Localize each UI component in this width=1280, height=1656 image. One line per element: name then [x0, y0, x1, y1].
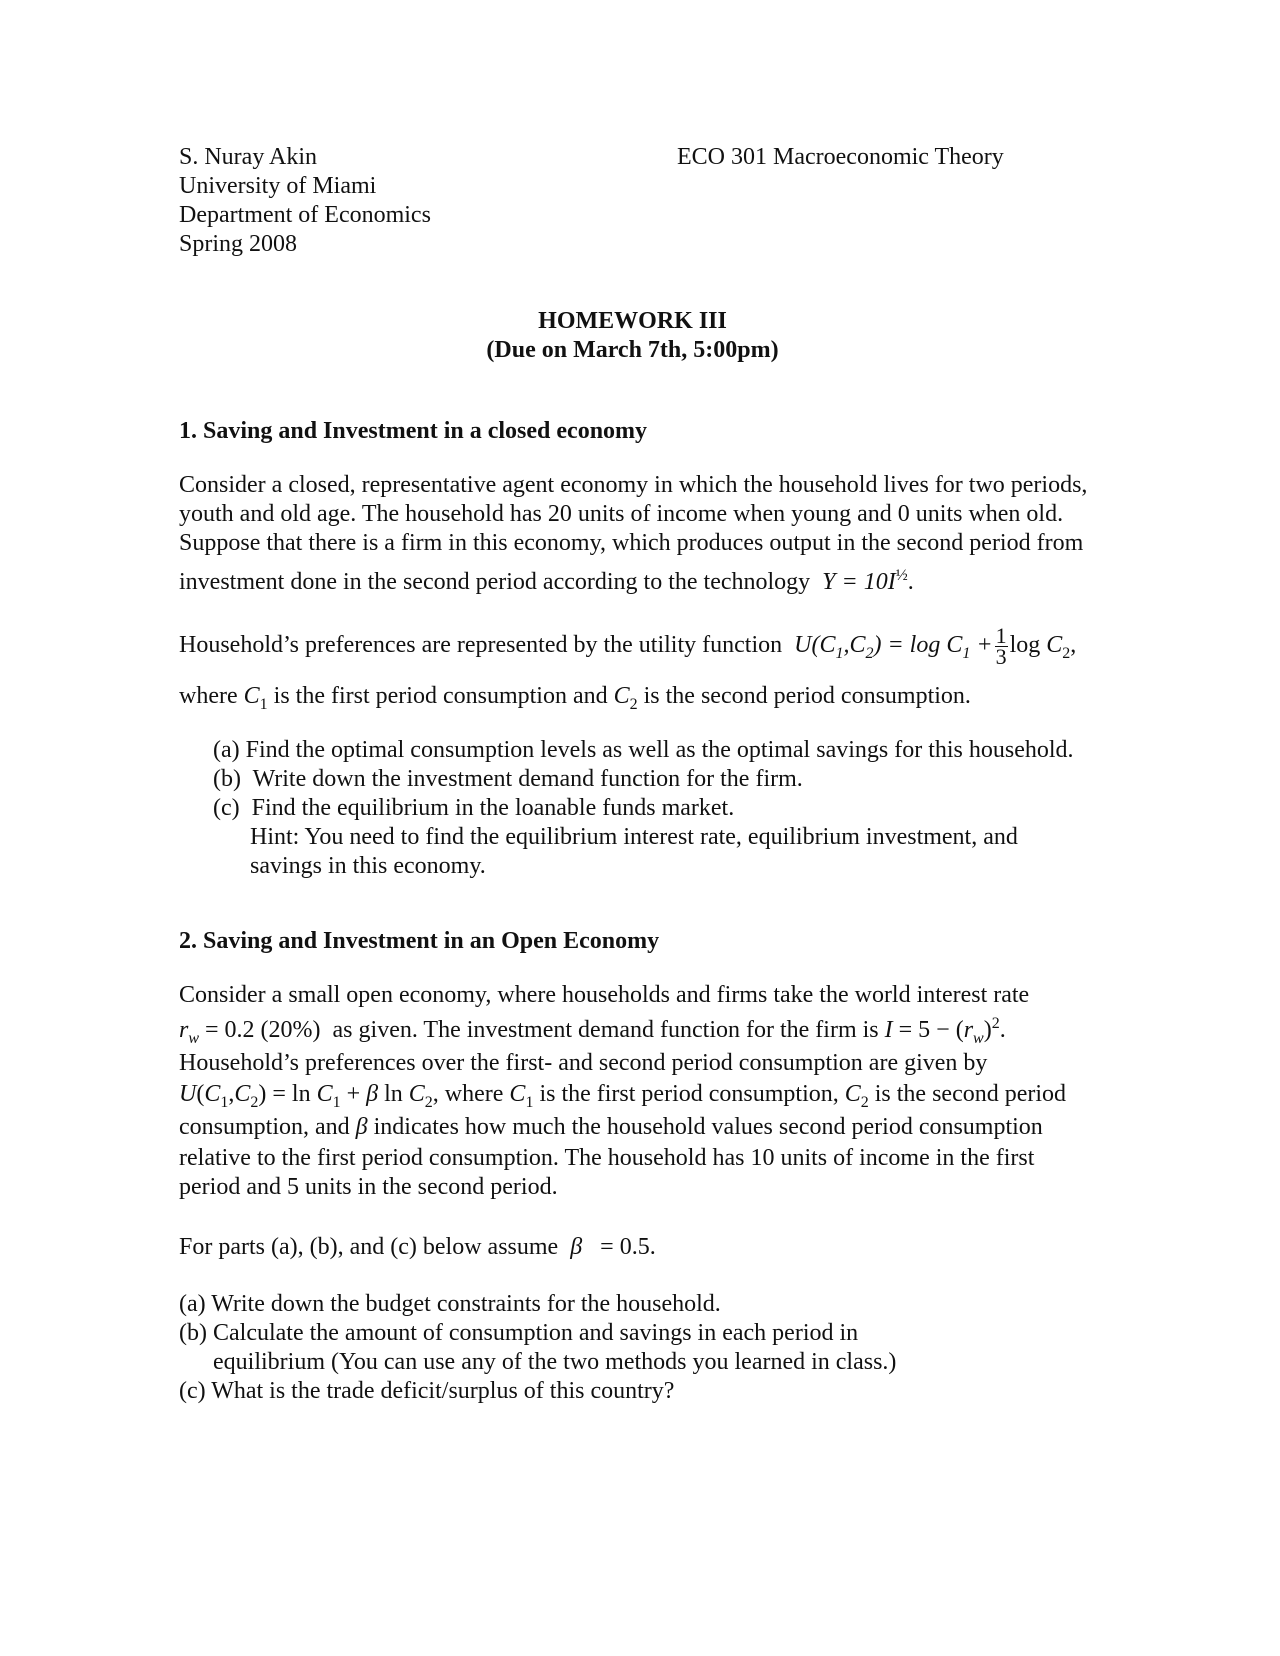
author-department: Department of Economics [179, 202, 431, 228]
technology-exponent: ½ [895, 567, 908, 584]
section2-heading: 2. Saving and Investment in an Open Economy [179, 928, 660, 954]
hint: Hint: You need to find the equilibrium interest rate, equilibrium investment, and savings in this economy. [250, 824, 1018, 879]
investment-function: I [884, 1017, 893, 1043]
author-name: S. Nuray Akin [179, 144, 317, 170]
homework-title [0, 307, 1265, 365]
author-university: University of Miami [179, 173, 377, 199]
section2-line: relative to the first period consumption. The household has 10 units of income in the first [179, 1145, 1035, 1171]
utility-line: Household’s preferences are represented by the utility function $U(C_1,C_2) = \log C_1$ + $\frac{1}{3}$ $\log C_2$, [179, 623, 1077, 669]
section2-questions [179, 1290, 896, 1406]
utility-intro: Household’s preferences are represented by the utility function [179, 632, 783, 659]
section1-paragraph [179, 471, 1099, 597]
homework-title-line1: HOMEWORK III [538, 308, 727, 334]
assumption-line: For parts (a), (b), and (c) below assume β = 0.5. [179, 1234, 656, 1260]
section1-line: Consider a closed, representative agent economy in which the household lives for two periods, [179, 472, 1088, 498]
author-block [179, 143, 431, 259]
section2-line: Consider a small open economy, where households and firms take the world interest rate [179, 982, 1030, 1008]
section2-line: period and 5 units in the second period. [179, 1174, 558, 1200]
section1-line: investment done in the second period according to the technology $Y = 10I^{\frac{1}{2}}$. [179, 567, 914, 595]
section2-utility-line: $U(C_1,C_2) = \ln C_1 + \beta$ $\ln C_2$, where $C_1$ is the first period consumption, $C_2$ is the second period [179, 1081, 1067, 1111]
list-item: (b) Calculate the amount of consumption and savings in each period in [179, 1320, 859, 1346]
section1-line: Suppose that there is a firm in this economy, which produces output in the second period from [179, 530, 1084, 556]
section2-rate-line: $r_w = 0.2$ (20%) as given. The investment demand function for the firm is $I = 5 - (r_w)^2$. [179, 1015, 1006, 1047]
list-item: equilibrium (You can use any of the two methods you learned in class.) [213, 1349, 897, 1375]
list-item: (b) Write down the investment demand function for the firm. [213, 766, 803, 792]
section1-questions [213, 736, 1074, 881]
technology-formula: Y = 10I [822, 569, 896, 595]
section1-tech-text: investment done in the second period according to the technology [179, 569, 811, 595]
where-line: where $C_1$ is the first period consumption and $C_2$ is the second period consumption. [179, 683, 971, 713]
section2-line: consumption, and β indicates how much the household values second period consumption [179, 1114, 1043, 1140]
list-item: (a) Find the optimal consumption levels as well as the optimal savings for this household. [213, 737, 1074, 763]
author-term: Spring 2008 [179, 231, 298, 257]
homework-due-date: (Due on March 7th, 5:00pm) [486, 337, 779, 363]
list-item: (c) Find the equilibrium in the loanable funds market. [213, 795, 735, 821]
section2-paragraph [179, 981, 1119, 1202]
utility-fraction: $\frac{1}{3}$ [995, 623, 1007, 669]
course-title: ECO 301 Macroeconomic Theory [677, 144, 1004, 170]
section1-line: youth and old age. The household has 20 units of income when young and 0 units when old. [179, 501, 1064, 527]
section1-heading: 1. Saving and Investment in a closed economy [179, 418, 648, 444]
list-item: (a) Write down the budget constraints for the household. [179, 1291, 721, 1317]
utility-function: $U(C_1,C_2) = \log C_1$ + [794, 632, 993, 662]
list-item: (c) What is the trade deficit/surplus of this country? [179, 1378, 675, 1404]
section2-line: Household’s preferences over the first- and second period consumption are given by [179, 1050, 988, 1076]
